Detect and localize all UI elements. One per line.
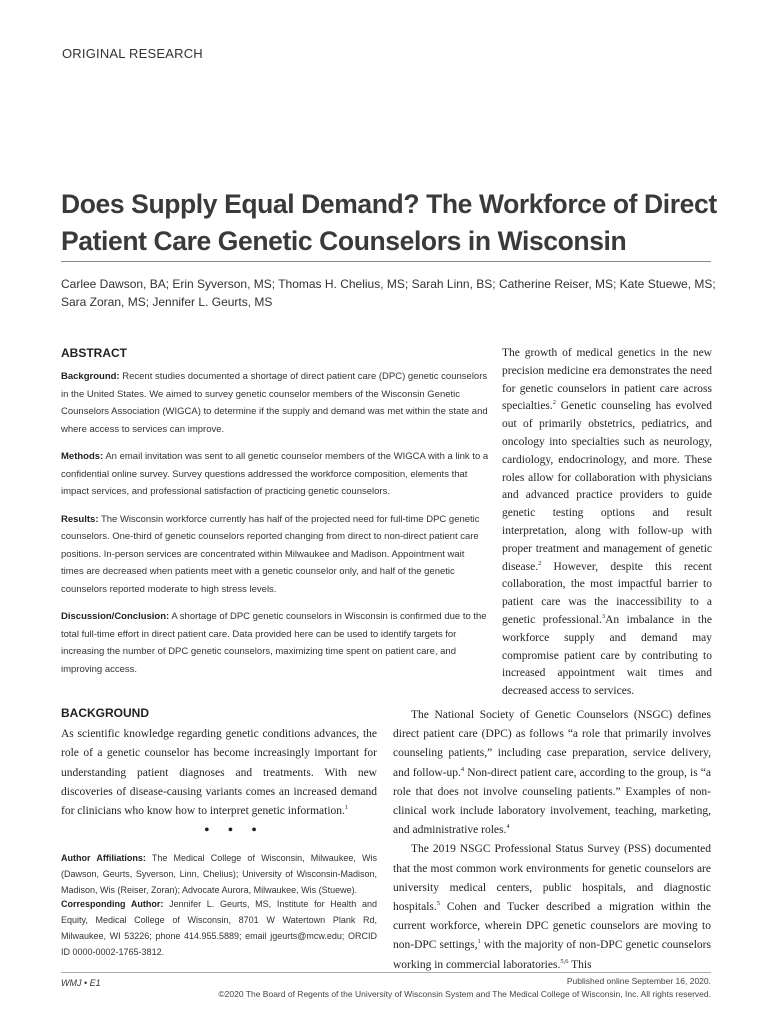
nsgc-text-1: The National Society of Genetic Counselors (NSGC) defines direct patient care (DPC) as follows “a role that primarily involves counseling patients,” including case preparation, service delivery, and follow-up.	[393, 709, 711, 779]
citation-ref: 3	[601, 613, 606, 621]
corresponding-text: Jennifer L. Geurts, MS, Institute for Health and Equity, Medical College of Wisconsin, 8701 W Watertown Plank Rd, Milwaukee, WI 53226; phone 414.955.5889; email jgeurts@mcw.edu; ORCID ID 0000-0002-1765-3812.	[61, 899, 378, 957]
citation-ref: 4	[460, 765, 465, 773]
pss-text-3: with the majority of non-DPC genetic counselors working in commercial laboratories.	[393, 939, 711, 971]
intro-text-2: Genetic counseling has evolved out of primarily obstetrics, pediatrics, and oncology into specialties such as neurology, cardiology, endocrinology, and more. These roles allow for collaboration with physicians and advanced practice providers to guide genetic testing options and result interpretation, along with follow-up with proper treatment and management of genetic disease.	[502, 400, 712, 573]
citation-ref: 4	[506, 823, 510, 831]
citation-ref: 1	[477, 938, 481, 946]
background-text: As scientific knowledge regarding genetic conditions advances, the role of a genetic counselor has become increasingly important for understanding patient diagnoses and treatments. With new discoveries of disease-causing variants comes an increased demand for clinicians who know how to interpret genetic information.	[61, 728, 377, 818]
abstract-results	[61, 511, 489, 599]
abstract-heading: ABSTRACT	[61, 346, 127, 360]
citation-ref: 5,6	[560, 957, 569, 965]
pss-text-4: This	[568, 958, 592, 971]
intro-column	[502, 345, 712, 701]
abstract-discussion-text: A shortage of DPC genetic counselors in Wisconsin is confirmed due to the total full-time effort in direct patient care. Data provided here can be used to identify targets for increasing the number of DPC genetic counselors, maximizing time spent on patient care, and improving access.	[61, 611, 487, 675]
published-date: Published online September 16, 2020.	[566, 976, 711, 986]
abstract-results-text: The Wisconsin workforce currently has half of the projected need for full-time DPC genetic counselors. One-third of genetic counselors reported changing from direct to non-direct patient care positions. In-person services are concentrated within Milwaukee and Madison. Appointment wait times are decreased when patients meet with a genetic counselor only, and half of the genetic counselors reported moderate to high stress levels.	[61, 513, 480, 595]
citation-ref: 5	[436, 900, 441, 908]
abstract-discussion	[61, 608, 489, 678]
affiliations-label: Author Affiliations:	[61, 853, 146, 863]
abstract-methods-text: An email invitation was sent to all genetic counselor members of the WIGCA with a link to a confidential online survey. Survey questions addressed the workforce composition, elements that impact services, and professional satisfaction of practicing genetic counselors.	[61, 451, 489, 497]
title-divider	[61, 261, 711, 262]
citation-ref: 2	[538, 559, 542, 567]
abstract-background	[61, 368, 489, 438]
pss-text-2: Cohen and Tucker described a migration within the current workforce, wherein DPC genetic counselors are moving to non-DPC settings,	[393, 901, 711, 952]
abstract-results-label: Results:	[61, 513, 99, 525]
intro-text-1: The growth of medical genetics in the new precision medicine era demonstrates the need for genetic counselors in patient care across specialties.	[502, 347, 712, 413]
section-label: ORIGINAL RESEARCH	[62, 46, 203, 61]
citation-ref: 2	[552, 399, 557, 407]
nsgc-text-2: Non-direct patient care, according to the group, is “a role that does not involve counseling patients.” Examples of non-clinical work include laboratory involvement, teaching, marketing, and administrative roles.	[393, 766, 711, 837]
intro-text-4: An imbalance in the workforce supply and demand may compromise patient care by contributing to increased appointment wait times and decreased access to services.	[502, 613, 712, 698]
abstract-methods	[61, 448, 489, 501]
affiliations-text: The Medical College of Wisconsin, Milwaukee, Wis (Dawson, Geurts, Syverson, Linn, Chelius); University of Wisconsin-Madison, Madison, Wis (Reiser, Zoran); Advocate Aurora, Milwaukee, Wis (Stuewe).	[61, 853, 377, 895]
author-list: Carlee Dawson, BA; Erin Syverson, MS; Thomas H. Chelius, MS; Sarah Linn, BS; Catherine Reiser, MS; Kate Stuewe, MS; Sara Zoran, MS; Jennifer L. Geurts, MS	[61, 277, 716, 309]
corresponding-author	[61, 896, 377, 960]
article-title: Does Supply Equal Demand? The Workforce of Direct Patient Care Genetic Counselors in Wisconsin	[61, 189, 717, 256]
abstract-section	[61, 346, 489, 688]
corresponding-label: Corresponding Author:	[61, 899, 164, 909]
intro-text-3: However, despite this recent collaboration, the most impactful barrier to patient care was the inaccessibility to a genetic professional.	[502, 560, 712, 626]
section-separator: • • •	[204, 822, 264, 839]
abstract-methods-label: Methods:	[61, 451, 104, 462]
abstract-background-text: Recent studies documented a shortage of direct patient care (DPC) genetic counselors in the United States. We aimed to survey genetic counselor members of the Wisconsin Genetic Counselors Association (WIGCA) to determine if the supply and demand was met within the state and where access to services can improve.	[61, 371, 488, 435]
abstract-background-label: Background:	[61, 371, 120, 382]
background-heading: BACKGROUND	[61, 706, 149, 720]
body-column-right	[393, 706, 711, 975]
footer-divider	[61, 972, 711, 973]
author-affiliations	[61, 850, 377, 898]
intro-paragraph	[502, 345, 712, 701]
pss-text-1: The 2019 NSGC Professional Status Survey (PSS) documented that the most common work environments for genetic counselors are university medical centers, public hospitals, and diagnostic hospitals.	[393, 843, 711, 914]
copyright-notice: ©2020 The Board of Regents of the University of Wisconsin System and The Medical College of Wisconsin, Inc. All rights reserved.	[218, 989, 711, 999]
journal-page-label: WMJ • E1	[61, 978, 101, 988]
pss-paragraph	[393, 840, 711, 974]
abstract-discussion-label: Discussion/Conclusion:	[61, 611, 170, 622]
nsgc-paragraph	[393, 706, 711, 840]
background-paragraph	[61, 725, 377, 821]
citation-ref: 1	[344, 804, 349, 812]
